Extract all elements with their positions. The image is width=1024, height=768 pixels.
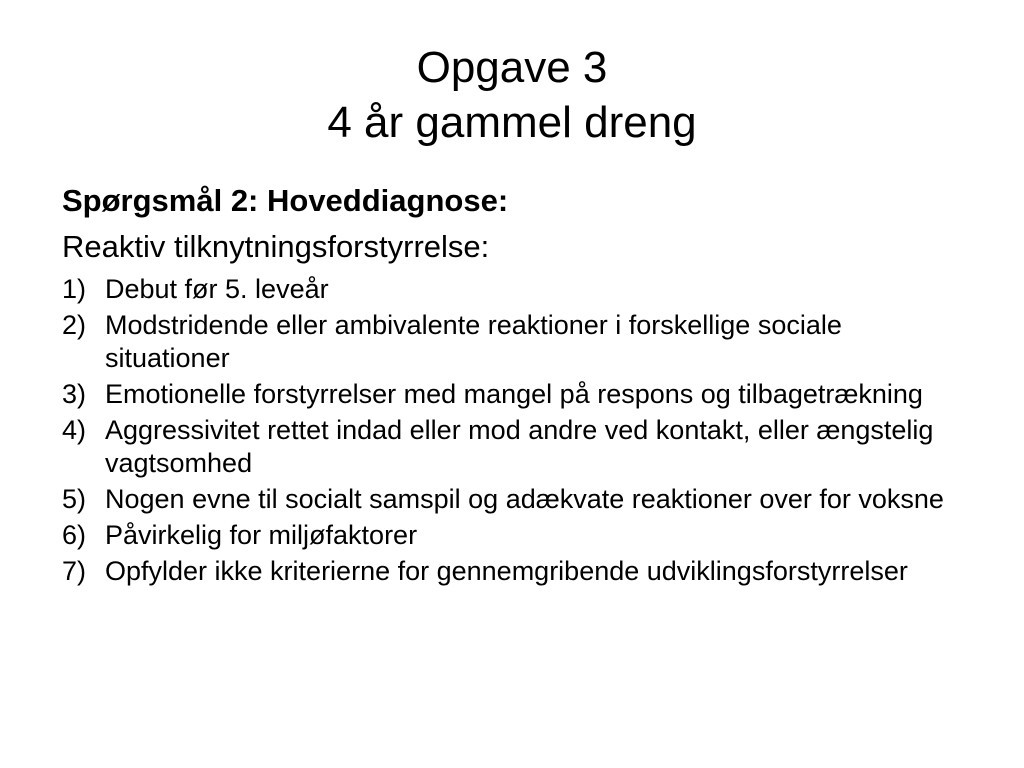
slide-title-line-1: Opgave 3 <box>416 43 608 92</box>
list-item-text: Aggressivitet rettet indad eller mod andre ved kontakt, eller ængstelig vagtsomhed <box>105 415 934 478</box>
slide-title <box>0 40 1024 150</box>
list-item-number: 2) <box>62 310 87 340</box>
list-item-text: Modstridende eller ambivalente reaktioner i forskellige sociale situationer <box>105 310 842 373</box>
list-item <box>62 414 962 480</box>
list-item-text: Nogen evne til socialt samspil og adækvate reaktioner over for voksne <box>105 484 944 514</box>
list-item <box>62 309 962 375</box>
list-item-text: Debut før 5. leveår <box>105 274 329 304</box>
list-item-number: 6) <box>62 520 87 550</box>
diagnosis-label: Reaktiv tilknytningsforstyrrelse: <box>62 229 490 264</box>
list-item-text: Opfylder ikke kriterierne for gennemgribende udviklingsforstyrrelser <box>105 556 908 586</box>
list-item-text: Emotionelle forstyrrelser med mangel på respons og tilbagetrækning <box>105 379 923 409</box>
list-item <box>62 378 962 411</box>
slide-body <box>62 178 962 588</box>
slide-title-line-2: 4 år gammel dreng <box>327 98 697 147</box>
list-item-number: 4) <box>62 415 87 445</box>
list-item-text: Påvirkelig for miljøfaktorer <box>105 520 418 550</box>
list-item <box>62 483 962 516</box>
criteria-list <box>62 273 962 588</box>
list-item-number: 1) <box>62 274 87 304</box>
question-heading: Spørgsmål 2: Hoveddiagnose: <box>62 183 509 218</box>
list-item-number: 7) <box>62 556 87 586</box>
list-item <box>62 555 962 588</box>
list-item <box>62 519 962 552</box>
list-item <box>62 273 962 306</box>
list-item-number: 5) <box>62 484 87 514</box>
list-item-number: 3) <box>62 379 87 409</box>
